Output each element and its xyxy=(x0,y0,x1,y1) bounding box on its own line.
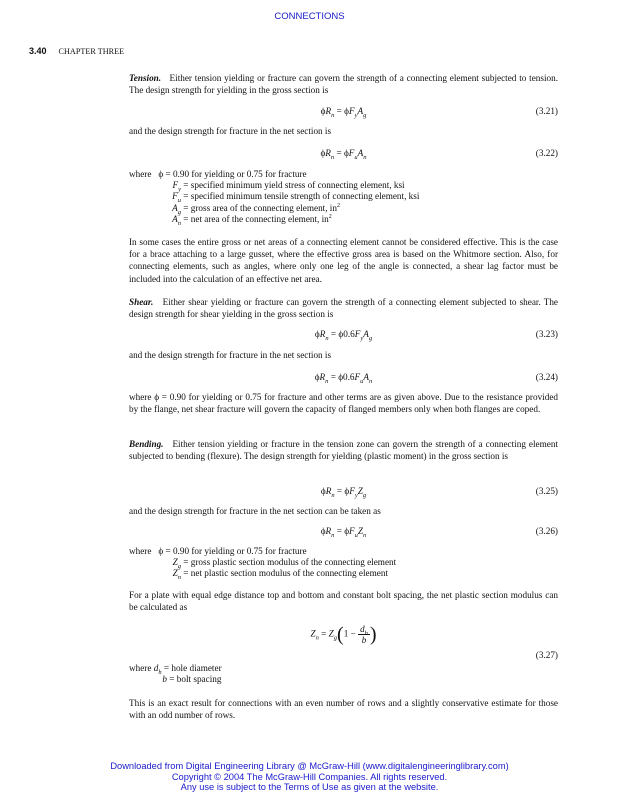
tension-mid-text: and the design strength for fracture in the net section is xyxy=(129,126,332,136)
equation-3-25-expression: $\phi R_n = \phi F_yZ_g$ xyxy=(320,486,367,499)
definition-row: $F_y$ = specified minimum yield stress of connecting element, ksi xyxy=(172,180,405,193)
bending-heading: Bending. xyxy=(129,439,164,449)
equation-3-25 xyxy=(129,485,558,498)
bending-mid-text: and the design strength for fracture in the net section can be taken as xyxy=(129,506,381,516)
definition-row: where $d_h$ = hole diameter xyxy=(129,663,222,676)
effective-area-paragraph: In some cases the entire gross or net areas of a connecting element cannot be considered effective. This is the case for a brace attaching to a large gusset, where the effective gross area is based on the Whitmore section. Also, for connecting elements, such as angles, where only one leg of the angle is connected, a shear lag factor must be included into the calculation of an effective net area. xyxy=(129,237,558,284)
plate-paragraph: For a plate with equal edge distance top and bottom and constant bolt spacing, the net plastic section modulus can be calculated as xyxy=(129,590,558,613)
tension-definitions xyxy=(129,180,419,226)
shear-closing-paragraph: where ϕ = 0.90 for yielding or 0.75 for fracture and other terms are as given above. Due to the resistance provided by the flange, net shear fracture will govern the capacity of flanged members only when both flanges are coped. xyxy=(129,392,558,415)
equation-3-24 xyxy=(129,371,558,384)
tension-where-line xyxy=(129,168,307,180)
tension-paragraph xyxy=(129,72,558,96)
bending-paragraph xyxy=(129,438,558,462)
shear-paragraph xyxy=(129,296,558,320)
tension-heading: Tension. xyxy=(129,73,162,83)
equation-3-27 xyxy=(129,622,558,660)
hole-definitions xyxy=(129,663,222,686)
equation-3-24-expression: $\phi R_n = \phi 0.6F_uA_n$ xyxy=(314,372,373,385)
definition-row: $Z_n$ = net plastic section modulus of the connecting element xyxy=(172,568,388,582)
tension-intro: Either tension yielding or fracture can govern the strength of a connecting element subjected to tension. The design strength for yielding in the gross section is xyxy=(129,73,558,96)
equation-3-27-number: (3.27) xyxy=(535,650,558,660)
definition-row: $Z_g$ = gross plastic section modulus of the connecting element xyxy=(172,557,397,570)
phi-definition: ϕ = 0.90 for yielding or 0.75 for fracture xyxy=(158,169,307,179)
equation-3-21 xyxy=(129,105,558,118)
download-footer xyxy=(0,761,619,793)
equation-3-23 xyxy=(129,328,558,341)
bending-intro: Either tension yielding or fracture in the tension zone can govern the strength of a connecting element subjected to bending (flexure). The design strength for yielding (plastic moment) in the gross section is xyxy=(129,439,558,462)
definition-row: $A_n$ = net area of the connecting element, $in^2$ xyxy=(172,214,332,227)
chapter-title: CHAPTER THREE xyxy=(58,47,125,56)
equation-3-27-expression: $Z_n = Z_g(1$ − $\frac{d_h}{b}$ ) xyxy=(310,623,377,646)
bending-definitions xyxy=(129,557,396,580)
equation-3-23-expression: $\phi R_n = \phi 0.6F_yA_g$ xyxy=(314,329,373,342)
shear-intro: Either shear yielding or fracture can govern the strength of a connecting element subjected to shear. The design strength for shear yielding in the gross section is xyxy=(129,297,558,320)
running-header: CONNECTIONS xyxy=(274,11,345,22)
equation-3-26-expression: $\phi R_n = \phi F_uZ_n$ xyxy=(320,526,367,539)
where-label: where xyxy=(129,546,152,556)
equation-3-26-number: (3.26) xyxy=(535,526,558,536)
phi-definition: ϕ = 0.90 for yielding or 0.75 for fracture xyxy=(158,546,307,556)
page-heading xyxy=(29,45,124,58)
equation-3-22 xyxy=(129,147,558,160)
equation-3-22-number: (3.22) xyxy=(535,148,558,158)
footer-download-line[interactable]: Downloaded from Digital Engineering Library @ McGraw-Hill (www.digitalengineeringlibrary.com) xyxy=(110,761,509,771)
equation-3-22-expression: $\phi R_n = \phi F_uA_n$ xyxy=(320,148,367,161)
equation-3-21-expression: $\phi R_n = \phi F_yA_g$ xyxy=(320,106,367,119)
shear-heading: Shear. xyxy=(129,297,154,307)
exact-result-paragraph: This is an exact result for connections with an even number of rows and a slightly conservative estimate for those with an odd number of rows. xyxy=(129,698,558,721)
where-label: where xyxy=(129,663,152,673)
definition-row: $F_u$ = specified minimum tensile strength of connecting element, ksi xyxy=(172,191,420,205)
equation-3-24-number: (3.24) xyxy=(535,372,558,382)
footer-terms-line[interactable]: Any use is subject to the Terms of Use as given at the website. xyxy=(180,782,439,792)
shear-mid-text: and the design strength for fracture in the net section is xyxy=(129,350,332,360)
definition-row: $A_g$ = gross area of the connecting element, $in^2$ xyxy=(172,202,340,216)
where-label: where xyxy=(129,169,152,179)
footer-copyright-line: Copyright © 2004 The McGraw-Hill Companies. All rights reserved. xyxy=(171,771,448,782)
equation-3-23-number: (3.23) xyxy=(535,329,558,339)
bending-where-line xyxy=(129,545,307,557)
equation-3-26 xyxy=(129,525,558,538)
page-number: 3.40 xyxy=(29,46,47,56)
equation-3-25-number: (3.25) xyxy=(535,486,558,496)
definition-row: b = bolt spacing xyxy=(162,674,222,685)
equation-3-21-number: (3.21) xyxy=(535,106,558,116)
